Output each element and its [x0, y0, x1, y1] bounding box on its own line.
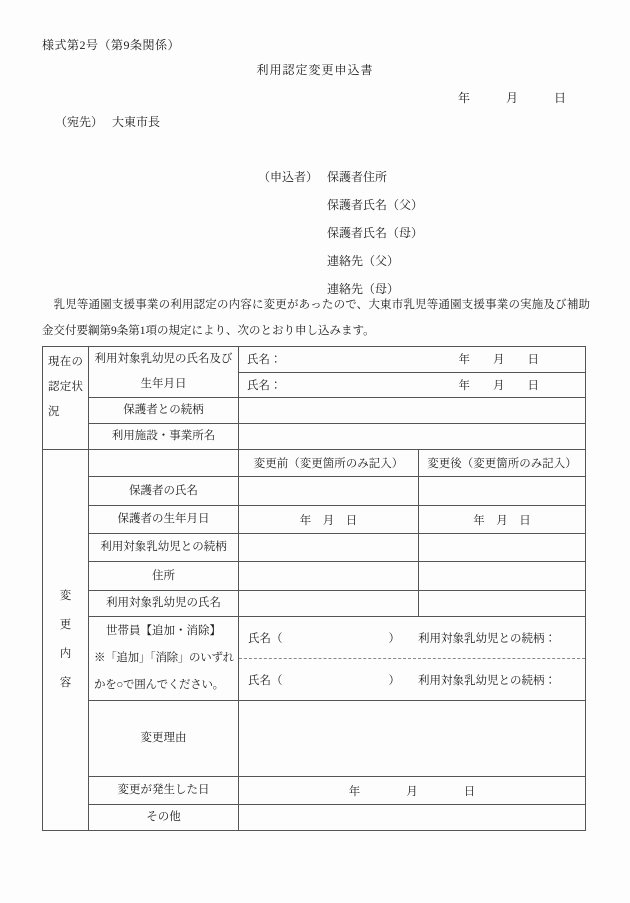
- label-child-name-change: 利用対象乳幼児の氏名: [89, 591, 239, 617]
- input-cell-address-before[interactable]: [239, 562, 419, 591]
- applicant-line-guardian-name-father: 保護者氏名（父）: [327, 198, 424, 212]
- label-blank: [89, 450, 239, 477]
- input-cell-guardian-birthdate-before[interactable]: 年 月 日: [239, 506, 419, 534]
- input-cell-guardian-birthdate-after[interactable]: 年 月 日: [419, 506, 586, 534]
- input-cell-guardian-name-after[interactable]: [419, 477, 586, 506]
- label-other: その他: [89, 805, 239, 831]
- date-line: 年 月 日: [457, 91, 566, 105]
- addressee-label: （宛先）: [55, 115, 104, 129]
- input-cell-child-relation-after[interactable]: [419, 534, 586, 562]
- label-facility-name: 利用施設・事業所名: [89, 424, 239, 450]
- household-relation-label: 利用対象乳幼児との続柄：: [418, 674, 556, 687]
- label-address: 住所: [89, 562, 239, 591]
- application-table: [42, 346, 586, 831]
- col-header-before: 変更前（変更箇所のみ記入）: [239, 450, 419, 477]
- household-name-close: ）: [388, 674, 400, 687]
- addressee-name: 大東市長: [112, 115, 161, 129]
- applicant-lines: [327, 163, 423, 303]
- section-current-status-line: 況: [48, 406, 60, 418]
- input-cell-child-relation-before[interactable]: [239, 534, 419, 562]
- input-cell-child-name-before[interactable]: [239, 591, 419, 617]
- input-cell-other[interactable]: [239, 805, 586, 831]
- household-member-entry-1[interactable]: [239, 617, 585, 659]
- child-name-label: 氏名：: [247, 354, 282, 367]
- applicant-line-guardian-address: 保護者住所: [327, 170, 388, 184]
- input-cell-child-2[interactable]: [239, 372, 586, 398]
- label-guardian-birthdate: 保護者の生年月日: [89, 506, 239, 534]
- household-relation-label: 利用対象乳幼児との続柄：: [418, 632, 556, 645]
- section-current-status-line: 認定状: [48, 381, 83, 393]
- child-birthdate-label: 年 月 日: [458, 354, 539, 367]
- addressee-line: [55, 113, 160, 130]
- section-current-status-header: [43, 347, 89, 450]
- child-name-label: 氏名：: [247, 379, 282, 392]
- label-change-reason: 変更理由: [89, 701, 239, 777]
- form-number: 様式第2号（第9条関係）: [42, 38, 181, 52]
- page-title: 利用認定変更申込書: [256, 63, 374, 77]
- input-cell-guardian-name-before[interactable]: [239, 477, 419, 506]
- section-changes-header: 変 更 内 容: [43, 450, 89, 831]
- section-current-status-line: 現在の: [48, 356, 83, 368]
- applicant-label: （申込者）: [258, 170, 319, 184]
- household-name-open: 氏名（: [248, 674, 283, 687]
- applicant-block: [258, 163, 423, 303]
- input-cell-change-reason[interactable]: [239, 701, 586, 777]
- input-cell-guardian-relation[interactable]: [239, 398, 586, 424]
- household-member-entry-2[interactable]: [239, 659, 585, 700]
- input-cell-facility-name[interactable]: [239, 424, 586, 450]
- applicant-line-contact-father: 連絡先（父）: [327, 254, 400, 268]
- input-cell-household-members[interactable]: [239, 617, 586, 701]
- input-cell-change-date[interactable]: 年 月 日: [239, 777, 586, 805]
- applicant-line-guardian-name-mother: 保護者氏名（母）: [327, 226, 424, 240]
- input-cell-child-name-after[interactable]: [419, 591, 586, 617]
- input-cell-address-after[interactable]: [419, 562, 586, 591]
- label-guardian-relation: 保護者との続柄: [89, 398, 239, 424]
- body-paragraph: 乳児等通園支援事業の利用認定の内容に変更があったので、大東市乳児等通園支援事業の実施及び補助金交付要綱第9条第1項の規定により、次のとおり申し込みます。: [42, 299, 590, 337]
- child-birthdate-label: 年 月 日: [458, 379, 539, 392]
- label-child-relation: 利用対象乳幼児との続柄: [89, 534, 239, 562]
- label-child-name-birthdate: 利用対象乳幼児の氏名及び 生年月日: [89, 347, 239, 398]
- col-header-after: 変更後（変更箇所のみ記入）: [419, 450, 586, 477]
- input-cell-child-1[interactable]: [239, 347, 586, 373]
- household-name-close: ）: [388, 632, 400, 645]
- applicant-line-contact-mother: 連絡先（母）: [327, 282, 400, 296]
- label-household-member: 世帯員【追加・消除】 ※「追加」「消除」のいずれ かを○で囲んでください。: [89, 617, 239, 701]
- household-name-open: 氏名（: [248, 632, 283, 645]
- label-change-date: 変更が発生した日: [89, 777, 239, 805]
- label-guardian-name: 保護者の氏名: [89, 477, 239, 506]
